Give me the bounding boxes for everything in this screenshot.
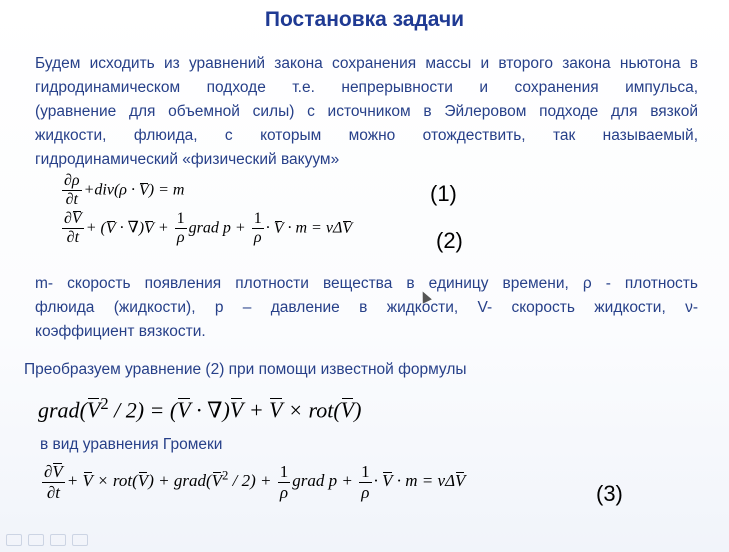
intro-line: гидродинамический «физический вакуум» — [35, 151, 340, 168]
next-slide-icon[interactable] — [72, 534, 88, 546]
gromeka-text: в вид уравнения Громеки — [40, 436, 223, 453]
prev-slide-icon[interactable] — [6, 534, 22, 546]
equation-number-3: (3) — [596, 481, 623, 506]
transform-text: Преобразуем уравнение (2) при помощи известной формулы — [24, 361, 467, 378]
slide-controls — [6, 534, 88, 546]
menu-icon[interactable] — [50, 534, 66, 546]
equation-momentum: $\frac{\partial V}{\partial t}$ + (V · ∇)V + $\frac{1}{\rho}$ grad p + $\frac{1}{\rho}$ · V · m = νΔV — [64, 210, 353, 247]
intro-paragraph — [35, 52, 698, 172]
equation-gromeka: $\frac{\partial V}{\partial t}$ + $V \times rot(V) + grad(V^2 / 2)$ + $\frac{1}{\rho}$ grad p + $\frac{1}{\rho}$ · V · m = νΔV — [44, 462, 466, 502]
vector-identity-formula: $grad(V^2 / 2) = (V \cdot \nabla)V + V \times rot(V)$ — [38, 394, 362, 423]
pen-icon[interactable] — [28, 534, 44, 546]
intro-line: жидкости, флюида, с которым можно отождествить, так называемый, — [35, 127, 698, 144]
equation-continuity: $\frac{\partial\rho}{\partial t}$ +div(ρ · V) = m — [64, 172, 185, 209]
intro-line: (уравнение для объемной силы) с источником в Эйлеровом подходе для вязкой — [35, 103, 698, 120]
definition-line: флюида (жидкости), p – давление в жидкости, V- скорость жидкости, ν- — [35, 299, 698, 316]
equation-number-1: (1) — [430, 181, 457, 206]
definitions-paragraph — [35, 272, 698, 344]
definition-line: коэффициент вязкости. — [35, 323, 206, 340]
intro-line: Будем исходить из уравнений закона сохранения массы и второго закона ньютона в — [35, 55, 698, 72]
equation-number-2: (2) — [436, 228, 463, 253]
slide-title: Постановка задачи — [264, 8, 465, 31]
definition-line: m- скорость появления плотности вещества в единицу времени, ρ - плотность — [35, 275, 698, 292]
intro-line: гидродинамическом подходе т.е. непрерывности и сохранения импульса, — [35, 79, 698, 96]
